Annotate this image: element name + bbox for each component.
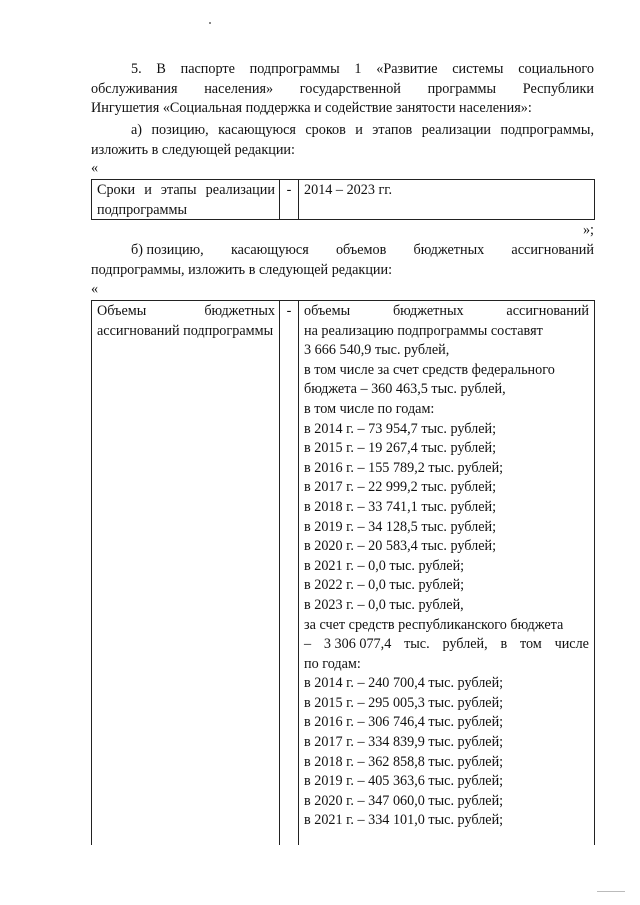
paragraph-b-line-1: б) позицию, касающуюся объемов бюджетных ассигнований [131, 242, 594, 258]
list-item: в 2018 г. – 33 741,1 тыс. рублей; [304, 498, 497, 515]
list-item: в 2014 г. – 73 954,7 тыс. рублей; [304, 420, 497, 437]
list-item: в 2021 г. – 334 101,0 тыс. рублей; [304, 812, 504, 829]
list-item: в 2019 г. – 34 128,5 тыс. рублей; [304, 518, 497, 535]
table-cell-label: Сроки и этапы реализации подпрограммы [92, 180, 280, 219]
list-item: в 2016 г. – 155 789,2 тыс. рублей; [304, 459, 504, 476]
list-item: в 2020 г. – 347 060,0 тыс. рублей; [304, 792, 504, 809]
list-item: в 2015 г. – 295 005,3 тыс. рублей; [304, 694, 504, 711]
list-item: в 2022 г. – 0,0 тыс. рублей; [304, 577, 465, 594]
table-row [92, 180, 594, 219]
table-cell-value: 2014 – 2023 гг. [304, 182, 393, 198]
list-item: объемы бюджетных ассигнований [304, 303, 589, 319]
table-budget-allocations [91, 300, 595, 845]
scan-edge-line [597, 891, 625, 892]
scan-speck [209, 22, 211, 24]
list-item: в 2017 г. – 334 839,9 тыс. рублей; [304, 734, 504, 751]
table-terms-stages [91, 179, 595, 220]
table-row [92, 301, 594, 845]
paragraph-b [91, 241, 594, 280]
table-cell-dash: - [280, 180, 299, 219]
closing-quote-1: »; [582, 222, 594, 238]
list-item: в 2015 г. – 19 267,4 тыс. рублей; [304, 440, 497, 457]
paragraph-5-line-2: обслуживания населения» государственной программы Республики [91, 80, 594, 97]
paragraph-b-line-2: подпрограммы, изложить в следующей редакции: [91, 261, 393, 278]
list-item: 3 666 540,9 тыс. рублей, [304, 342, 450, 359]
list-item: в 2019 г. – 405 363,6 тыс. рублей; [304, 773, 504, 790]
list-item: в 2014 г. – 240 700,4 тыс. рублей; [304, 675, 504, 692]
list-item: в 2021 г. – 0,0 тыс. рублей; [304, 557, 465, 574]
paragraph-5-line-1: 5. В паспорте подпрограммы 1 «Развитие системы социального [131, 61, 594, 77]
table-cell-value [299, 301, 594, 845]
list-item: за счет средств республиканского бюджета [304, 616, 564, 633]
list-item: – 3 306 077,4 тыс. рублей, в том числе [304, 636, 589, 653]
list-item: в 2017 г. – 22 999,2 тыс. рублей; [304, 479, 497, 496]
paragraph-5 [91, 60, 594, 119]
list-item: в том числе за счет средств федерального [304, 361, 555, 378]
paragraph-a-line-2: изложить в следующей редакции: [91, 141, 295, 158]
list-item: в 2016 г. – 306 746,4 тыс. рублей; [304, 714, 504, 731]
list-item: бюджета – 360 463,5 тыс. рублей, [304, 381, 506, 398]
paragraph-a [91, 121, 594, 160]
paragraph-5-line-3: Ингушетия «Социальная поддержка и содействие занятости населения»: [91, 100, 532, 117]
list-item: в 2023 г. – 0,0 тыс. рублей, [304, 596, 464, 613]
opening-quote-1: « [91, 160, 99, 176]
list-item: в 2018 г. – 362 858,8 тыс. рублей; [304, 753, 504, 770]
list-item: по годам: [304, 655, 361, 672]
list-item: в 2020 г. – 20 583,4 тыс. рублей; [304, 538, 497, 555]
table-cell-dash: - [280, 301, 299, 845]
opening-quote-2: « [91, 281, 99, 297]
paragraph-a-line-1: а) позицию, касающуюся сроков и этапов реализации подпрограммы, [131, 122, 594, 138]
list-item: в том числе по годам: [304, 400, 435, 417]
table-cell-label: Объемы бюджетных ассигнований подпрограммы [92, 301, 280, 845]
list-item: на реализацию подпрограммы составят [304, 322, 543, 339]
